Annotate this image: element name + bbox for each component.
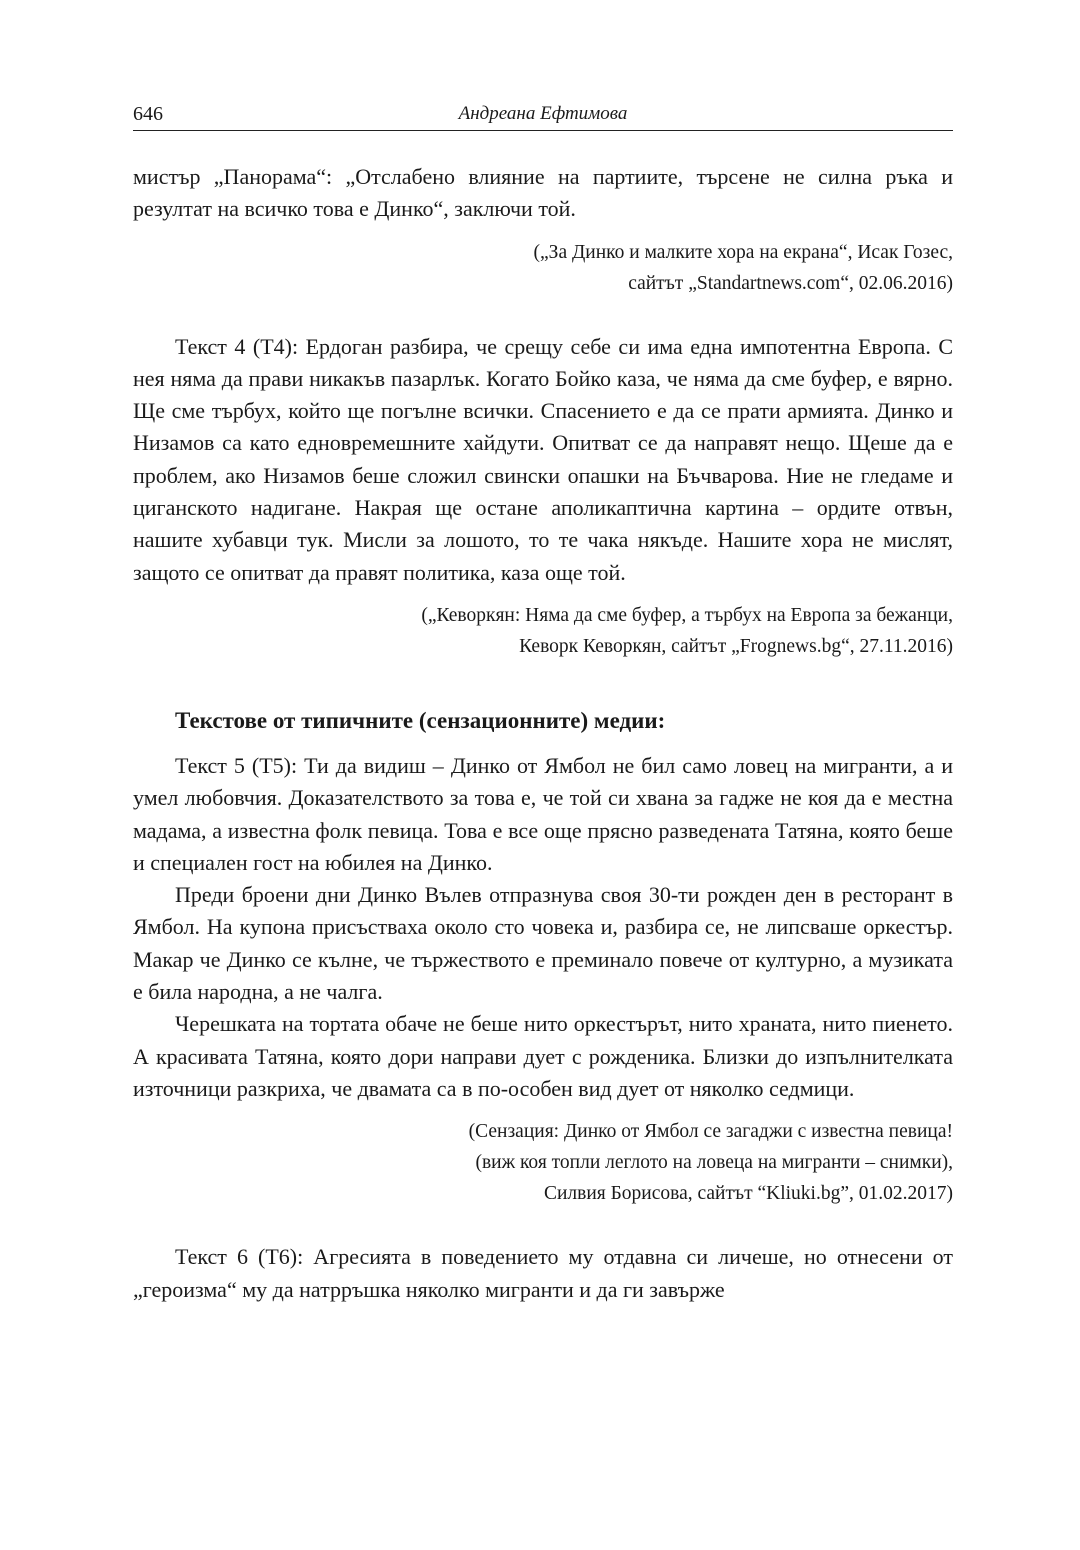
source-citation-2	[133, 600, 953, 662]
source-citation-3	[133, 1116, 953, 1209]
source-citation-line: сайтът „Standartnews.com“, 02.06.2016)	[628, 272, 953, 294]
paragraph-text-5: Текст 5 (Т5): Ти да видиш – Динко от Ямбол не бил само ловец на мигранти, а и умел любовчия. Доказателството за това е, че той си хвана за гадже не коя да е местна мадама, а известна фолк певица. Това е все още прясно разведената Татяна, която беше и специален гост на юбилея на Динко.	[133, 752, 953, 875]
paragraph-continuation: мистър „Панорама“: „Отслабено влияние на партиите, търсене не силна ръка и резултат на всичко това е Динко“, заключи той.	[133, 164, 953, 222]
paragraph: Преди броени дни Динко Вълев отпразнува своя 30-ти рожден ден в ресторант в Ямбол. На купона присъстваха около сто човека и, разбира се, не липсваше оркестър. Макар че Динко се кълне, че тържеството е преминало повече от културно, а музиката е била народна, а не чалга.	[133, 882, 953, 1005]
source-citation-1	[133, 237, 953, 299]
source-citation-line: Кеворк Кеворкян, сайтът „Frognews.bg“, 27.11.2016)	[519, 635, 953, 657]
page-number: 646	[133, 103, 163, 125]
source-citation-line: („Кеворкян: Няма да сме буфер, а търбух на Европа за бежанци,	[421, 604, 953, 626]
running-head-author: Андреана Ефтимова	[458, 103, 628, 124]
paragraph-text-4: Текст 4 (Т4): Ердоган разбира, че срещу себе си има една импотентна Европа. С нея няма да прави никакъв пазарлък. Когато Бойко каза, че няма да сме буфер, е вярно. Ще сме търбух, който ще погълне всички. Спасението е да се прати армията. Динко и Низамов са като едновремешните хайдути. Опитват се да направят нещо. Щеше да е проблем, ако Низамов беше сложил свински опашки на Бъчварова. Ние не гледаме и циганското надигане. Накрая ще остане аполикаптична картина – ордите отвън, нашите хубавци тук. Мисли за лошото, то те чака някъде. Нашите хора не мислят, защото се опитват да правят политика, каза още той.	[133, 333, 953, 585]
source-citation-line: (Сензация: Динко от Ямбол се загаджи с известна певица!	[468, 1121, 953, 1143]
page-body	[133, 131, 953, 1306]
page	[133, 96, 953, 1306]
section-heading: Текстове от типичните (сензационните) медии:	[175, 707, 666, 733]
paragraph-text-6: Текст 6 (Т6): Агресията в поведението му отдавна си личеше, но отнесени от „героизма“ му да натрръшка няколко мигранти и да ги завърже	[133, 1244, 953, 1302]
page-header	[133, 96, 953, 131]
source-citation-line: Силвия Борисова, сайтът “Kliuki.bg”, 01.02.2017)	[543, 1183, 953, 1205]
paragraph: Черешката на тортата обаче не беше нито оркестърът, нито храната, нито пиенето. А красивата Татяна, която дори направи дует с рожденика. Близки до изпълнителката източници разкриха, че двамата са в по-особен вид дует от няколко седмици.	[133, 1011, 953, 1101]
source-citation-line: (виж коя топли леглото на ловеца на мигранти – снимки),	[475, 1152, 953, 1174]
source-citation-line: („За Динко и малките хора на екрана“, Исак Гозес,	[533, 241, 953, 263]
